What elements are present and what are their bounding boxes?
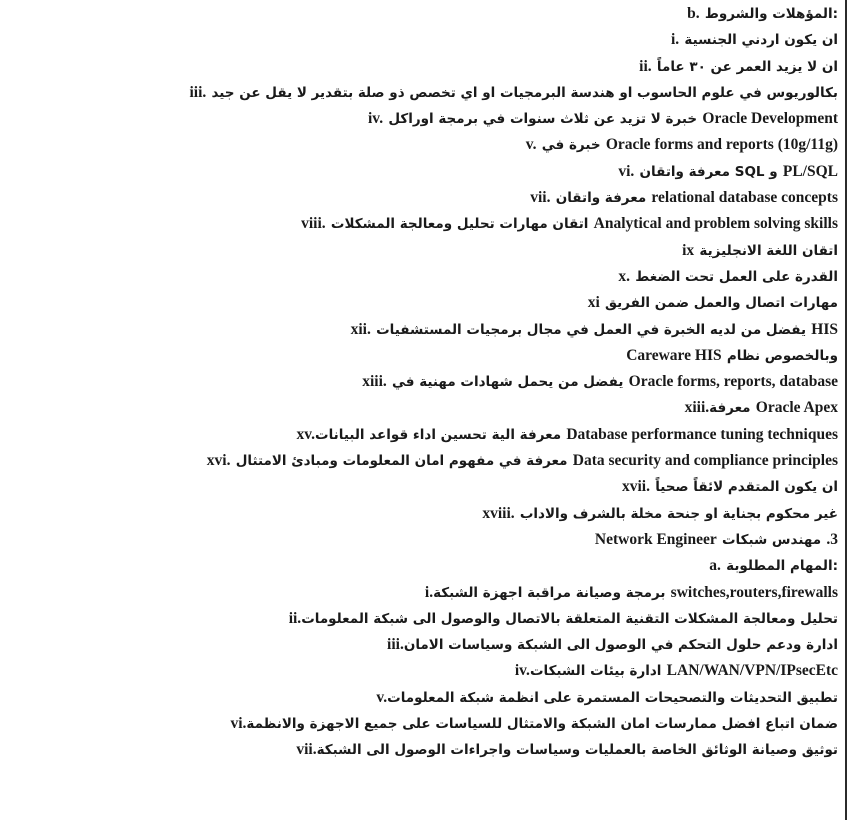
document-body (158, 0, 838, 763)
item-marker: viii. (301, 215, 326, 233)
item-marker: iv. (514, 662, 530, 680)
item-marker: iii. (387, 636, 404, 654)
list-item (158, 657, 838, 683)
list-item (158, 684, 838, 710)
item-marker: xvi. (206, 452, 231, 470)
list-item (158, 394, 838, 420)
item-english-term: LAN/WAN/VPN/IPsecEtc (666, 662, 838, 680)
item-text: خبرة لا تزيد عن ثلاث سنوات في برمجة اوراكل (388, 111, 698, 128)
list-item (158, 447, 838, 473)
item-text: وبالخصوص نظام (726, 347, 838, 364)
list-item (158, 210, 838, 236)
section-3-heading (158, 526, 838, 552)
list-item (158, 237, 838, 263)
item-english-term: HIS (811, 320, 838, 338)
list-item (158, 631, 838, 657)
item-marker: xi (587, 294, 600, 312)
list-item (158, 26, 838, 52)
list-item (158, 736, 838, 762)
list-item (158, 579, 838, 605)
section-marker: a. (709, 557, 721, 575)
item-marker: xvii. (621, 478, 650, 496)
item-text: ادارة بيئات الشبكات (529, 663, 662, 680)
item-text: معرفة في مفهوم امان المعلومات ومبادئ الامتثال (235, 453, 568, 470)
list-item (158, 605, 838, 631)
item-english-term: Analytical and problem solving skills (593, 215, 838, 233)
list-item (158, 289, 838, 315)
item-english-term: switches,routers,firewalls (670, 583, 838, 601)
list-item (158, 316, 838, 342)
item-text: يفضل من يحمل شهادات مهنية في (392, 374, 624, 391)
item-text: ادارة ودعم حلول التحكم في الوصول الى الشبكة وسياسات الامان (403, 637, 838, 654)
list-item (158, 158, 838, 184)
item-text: توثيق وصيانة الوثائق الخاصة بالعمليات وسياسات واجراءات الوصول الى الشبكة (316, 742, 838, 759)
list-item (158, 53, 838, 79)
item-text: ان يكون اردني الجنسية (684, 32, 838, 49)
item-marker: vi. (230, 715, 247, 733)
list-item (158, 184, 838, 210)
item-text: اتقان مهارات تحليل ومعالجة المشكلات (330, 216, 589, 233)
item-english-term: Data security and compliance principles (572, 452, 838, 470)
item-text: معرفة الية تحسين اداء قواعد البيانات (315, 426, 562, 443)
item-marker: x. (618, 267, 631, 285)
item-marker: xv. (296, 425, 316, 443)
list-item (158, 79, 838, 105)
item-english-term: Oracle forms, reports, database (628, 373, 838, 391)
list-item (158, 500, 838, 526)
item-english-term: Careware HIS (626, 346, 722, 364)
item-text: برمجة وصيانة مراقبة اجهزة الشبكة (433, 584, 666, 601)
item-english-term: PL/SQL (782, 162, 838, 180)
section-b-heading (158, 0, 838, 26)
item-marker: vii. (530, 189, 551, 207)
item-marker: i. (670, 31, 680, 49)
item-text: معرفة (709, 400, 751, 417)
section-title-english: Network Engineer (594, 530, 717, 548)
item-marker: xviii. (482, 504, 515, 522)
item-marker: iii. (189, 83, 207, 101)
item-english-term: Database performance tuning techniques (566, 425, 838, 443)
list-item (158, 421, 838, 447)
section-a-heading (158, 552, 838, 578)
section-title: المهام المطلوبة: (726, 558, 838, 575)
item-marker: xiii. (684, 399, 710, 417)
item-text: يفضل من لديه الخبرة في العمل في مجال برمجيات المستشفيات (376, 321, 807, 338)
item-marker: v. (376, 688, 388, 706)
item-text: ضمان اتباع افضل ممارسات امان الشبكة والامتثال للسياسات على جميع الاجهزة والانظمة (246, 716, 838, 733)
item-text: ان لا يزيد العمر عن ٣٠ عاماً (656, 58, 838, 75)
list-item (158, 263, 838, 289)
section-marker: 3. (826, 530, 838, 548)
section-title: المؤهلات والشروط: (704, 6, 838, 22)
list-item (158, 368, 838, 394)
item-marker: vii. (296, 741, 317, 759)
item-marker: i. (424, 583, 434, 601)
section-marker: b. (687, 5, 700, 22)
item-english-term: Oracle Development (702, 110, 838, 128)
item-text: تحليل ومعالجة المشكلات التقنية المتعلقة بالاتصال والوصول الى شبكة المعلومات (301, 610, 838, 627)
item-english-term: relational database concepts (651, 189, 838, 207)
page-border-right (845, 0, 847, 820)
item-text: معرفة واتقان SQL و (639, 163, 778, 180)
item-marker: iv. (368, 110, 384, 128)
item-english-term: Oracle forms and reports (10g/11g) (605, 136, 838, 154)
item-text: القدرة على العمل تحت الضغط (635, 268, 838, 285)
item-marker: vi. (618, 162, 635, 180)
list-item-continuation (158, 342, 838, 368)
list-item (158, 710, 838, 736)
list-item (158, 131, 838, 157)
item-text: غير محكوم بجناية او جنحة مخلة بالشرف والاداب (519, 505, 838, 522)
item-text: خبرة في (541, 137, 601, 154)
item-text: معرفة واتقان (555, 190, 647, 207)
list-item (158, 473, 838, 499)
section-title-arabic: مهندس شبكات (721, 531, 822, 548)
item-marker: xiii. (362, 373, 387, 391)
item-text: ان يكون المتقدم لائقاً صحياً (655, 479, 838, 496)
item-marker: ix (682, 241, 695, 259)
item-marker: v. (525, 136, 537, 154)
item-english-term: Oracle Apex (755, 399, 838, 417)
list-item (158, 105, 838, 131)
item-marker: ii. (288, 609, 302, 627)
item-text: اتقان اللغة الانجليزية (699, 242, 838, 259)
item-text: بكالوريوس في علوم الحاسوب او هندسة البرمجيات او اي تخصص ذو صلة بتقدير لا يقل عن جيد (211, 84, 838, 101)
item-marker: ii. (639, 57, 652, 75)
item-marker: xii. (350, 320, 371, 338)
item-text: مهارات اتصال والعمل ضمن الفريق (605, 295, 838, 312)
item-text: تطبيق التحديثات والتصحيحات المستمرة على انظمة شبكة المعلومات (387, 689, 838, 706)
